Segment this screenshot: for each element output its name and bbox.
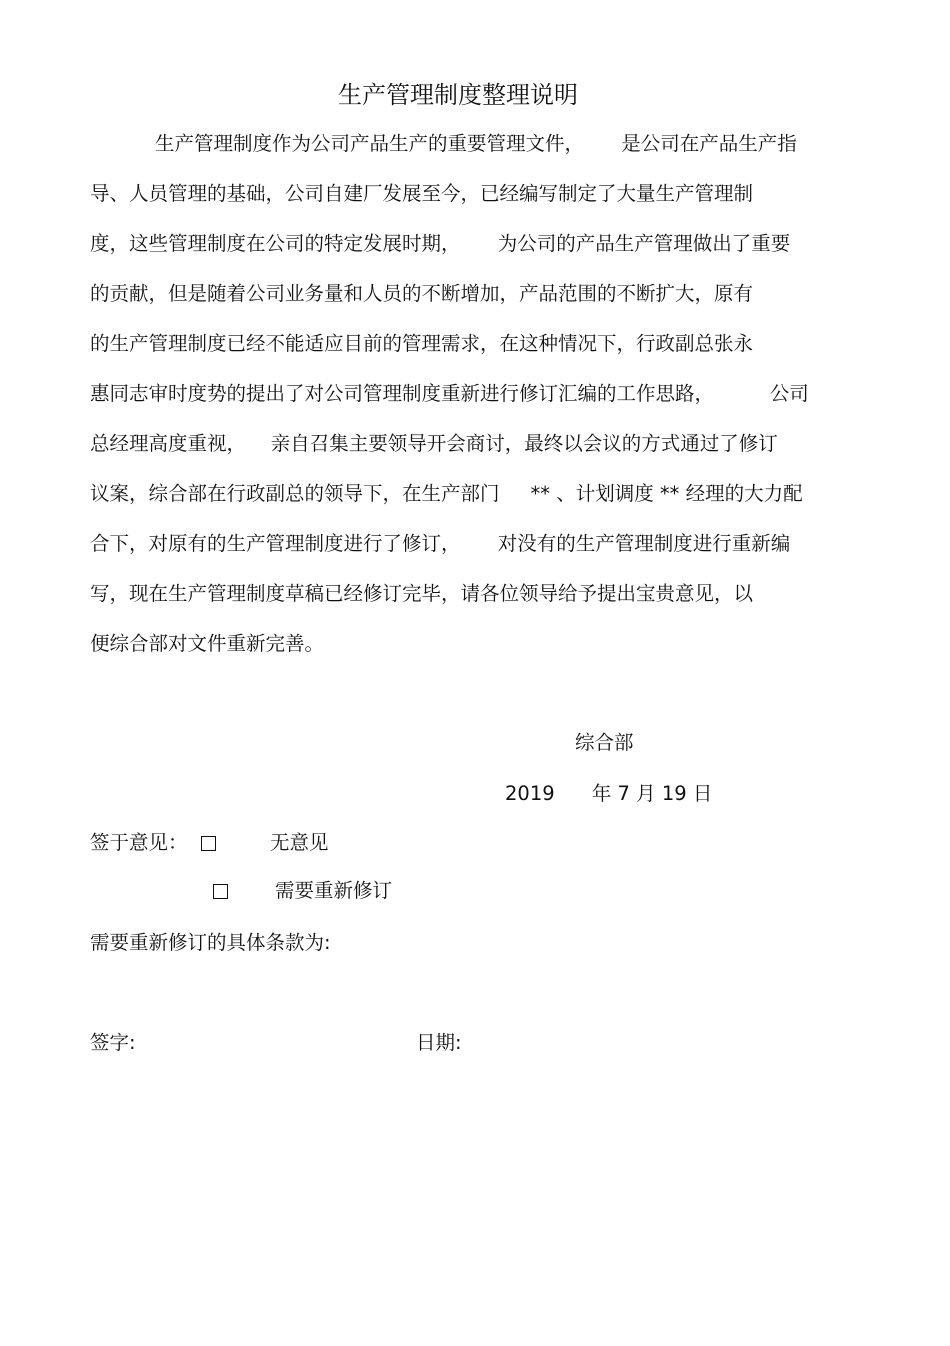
- signature-label: 签字:: [90, 1031, 136, 1054]
- revise-checkbox[interactable]: [213, 884, 228, 899]
- body-line: 总经理高度重视， 亲自召集主要领导开会商讨，最终以会议的方式通过了修订: [90, 432, 778, 455]
- body-line: 的贡献，但是随着公司业务量和人员的不断增加，产品范围的不断扩大，原有: [90, 282, 754, 305]
- department-signoff: 综合部: [575, 731, 634, 754]
- document-date: 2019 年 7 月 19 日: [505, 782, 713, 805]
- revise-clauses-label: 需要重新修订的具体条款为:: [90, 931, 331, 954]
- body-line: 合下，对原有的生产管理制度进行了修订， 对没有的生产管理制度进行重新编: [90, 532, 791, 555]
- no-comment-option: 无意见: [270, 831, 329, 854]
- date-label: 日期:: [416, 1031, 462, 1054]
- body-line: 便综合部对文件重新完善。: [90, 632, 325, 655]
- body-line: 导、人员管理的基础，公司自建厂发展至今，已经编写制定了大量生产管理制: [90, 182, 754, 205]
- revise-option: 需要重新修订: [275, 879, 393, 902]
- body-line: 度，这些管理制度在公司的特定发展时期， 为公司的产品生产管理做出了重要: [90, 232, 791, 255]
- body-line: 写，现在生产管理制度草稿已经修订完毕，请各位领导给予提出宝贵意见，以: [90, 582, 754, 605]
- body-line: 的生产管理制度已经不能适应目前的管理需求，在这种情况下，行政副总张永: [90, 332, 754, 355]
- document-title: 生产管理制度整理说明: [338, 81, 578, 109]
- body-line: 生产管理制度作为公司产品生产的重要管理文件， 是公司在产品生产指: [155, 132, 797, 155]
- opinion-label: 签于意见：: [90, 831, 188, 854]
- no-comment-checkbox[interactable]: [201, 836, 216, 851]
- body-line: 惠同志审时度势的提出了对公司管理制度重新进行修订汇编的工作思路， 公司: [90, 382, 809, 405]
- body-line: 议案，综合部在行政副总的领导下，在生产部门 ** 、计划调度 ** 经理的大力配: [90, 482, 803, 505]
